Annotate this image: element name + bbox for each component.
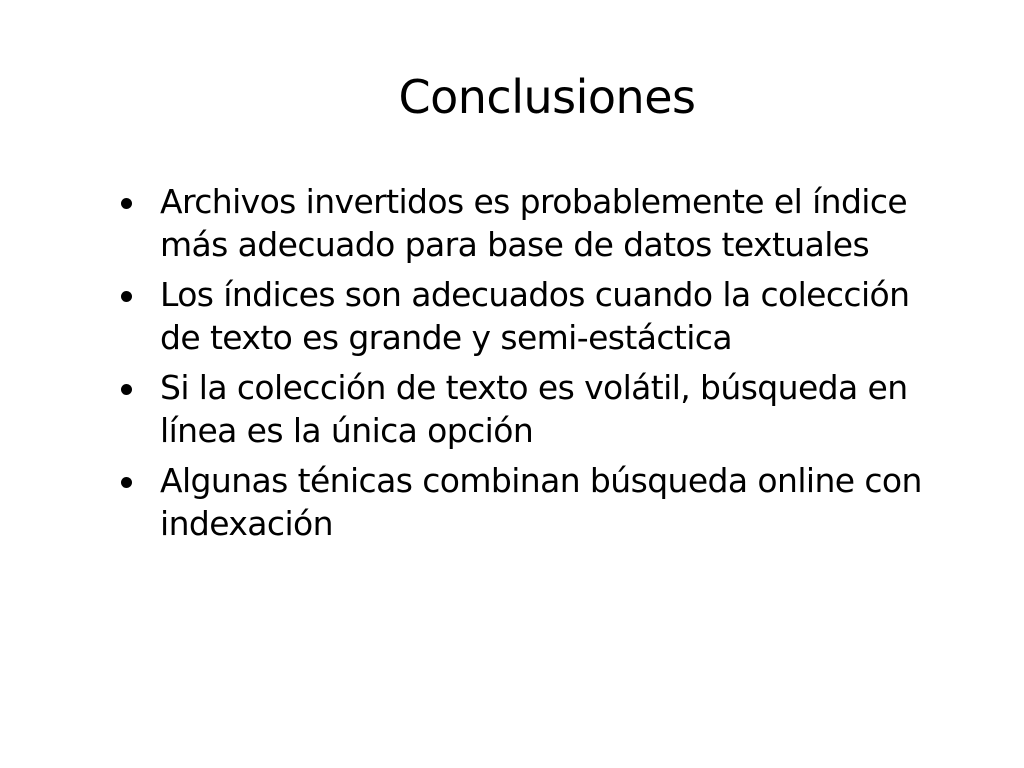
bullet-item-volatile-collection: [118, 366, 948, 452]
bullet-item-inverted-files: [118, 180, 948, 266]
bullet-dot-icon: [121, 198, 132, 209]
bullet-dot-icon: [121, 291, 132, 302]
bullet-text: Si la colección de texto es volátil, búsqueda en línea es la única opción: [160, 368, 908, 450]
bullet-list: [118, 180, 948, 552]
bullet-text: Archivos invertidos es probablemente el índice más adecuado para base de datos textuales: [160, 182, 908, 264]
bullet-item-indices-adequate: [118, 273, 948, 359]
bullet-item-combined-techniques: [118, 459, 948, 545]
bullet-dot-icon: [121, 384, 132, 395]
bullet-dot-icon: [121, 477, 132, 488]
slide-title: Conclusiones: [398, 70, 696, 124]
bullet-text: Los índices son adecuados cuando la colección de texto es grande y semi-estáctica: [160, 275, 910, 357]
bullet-text: Algunas ténicas combinan búsqueda online con indexación: [160, 461, 922, 543]
